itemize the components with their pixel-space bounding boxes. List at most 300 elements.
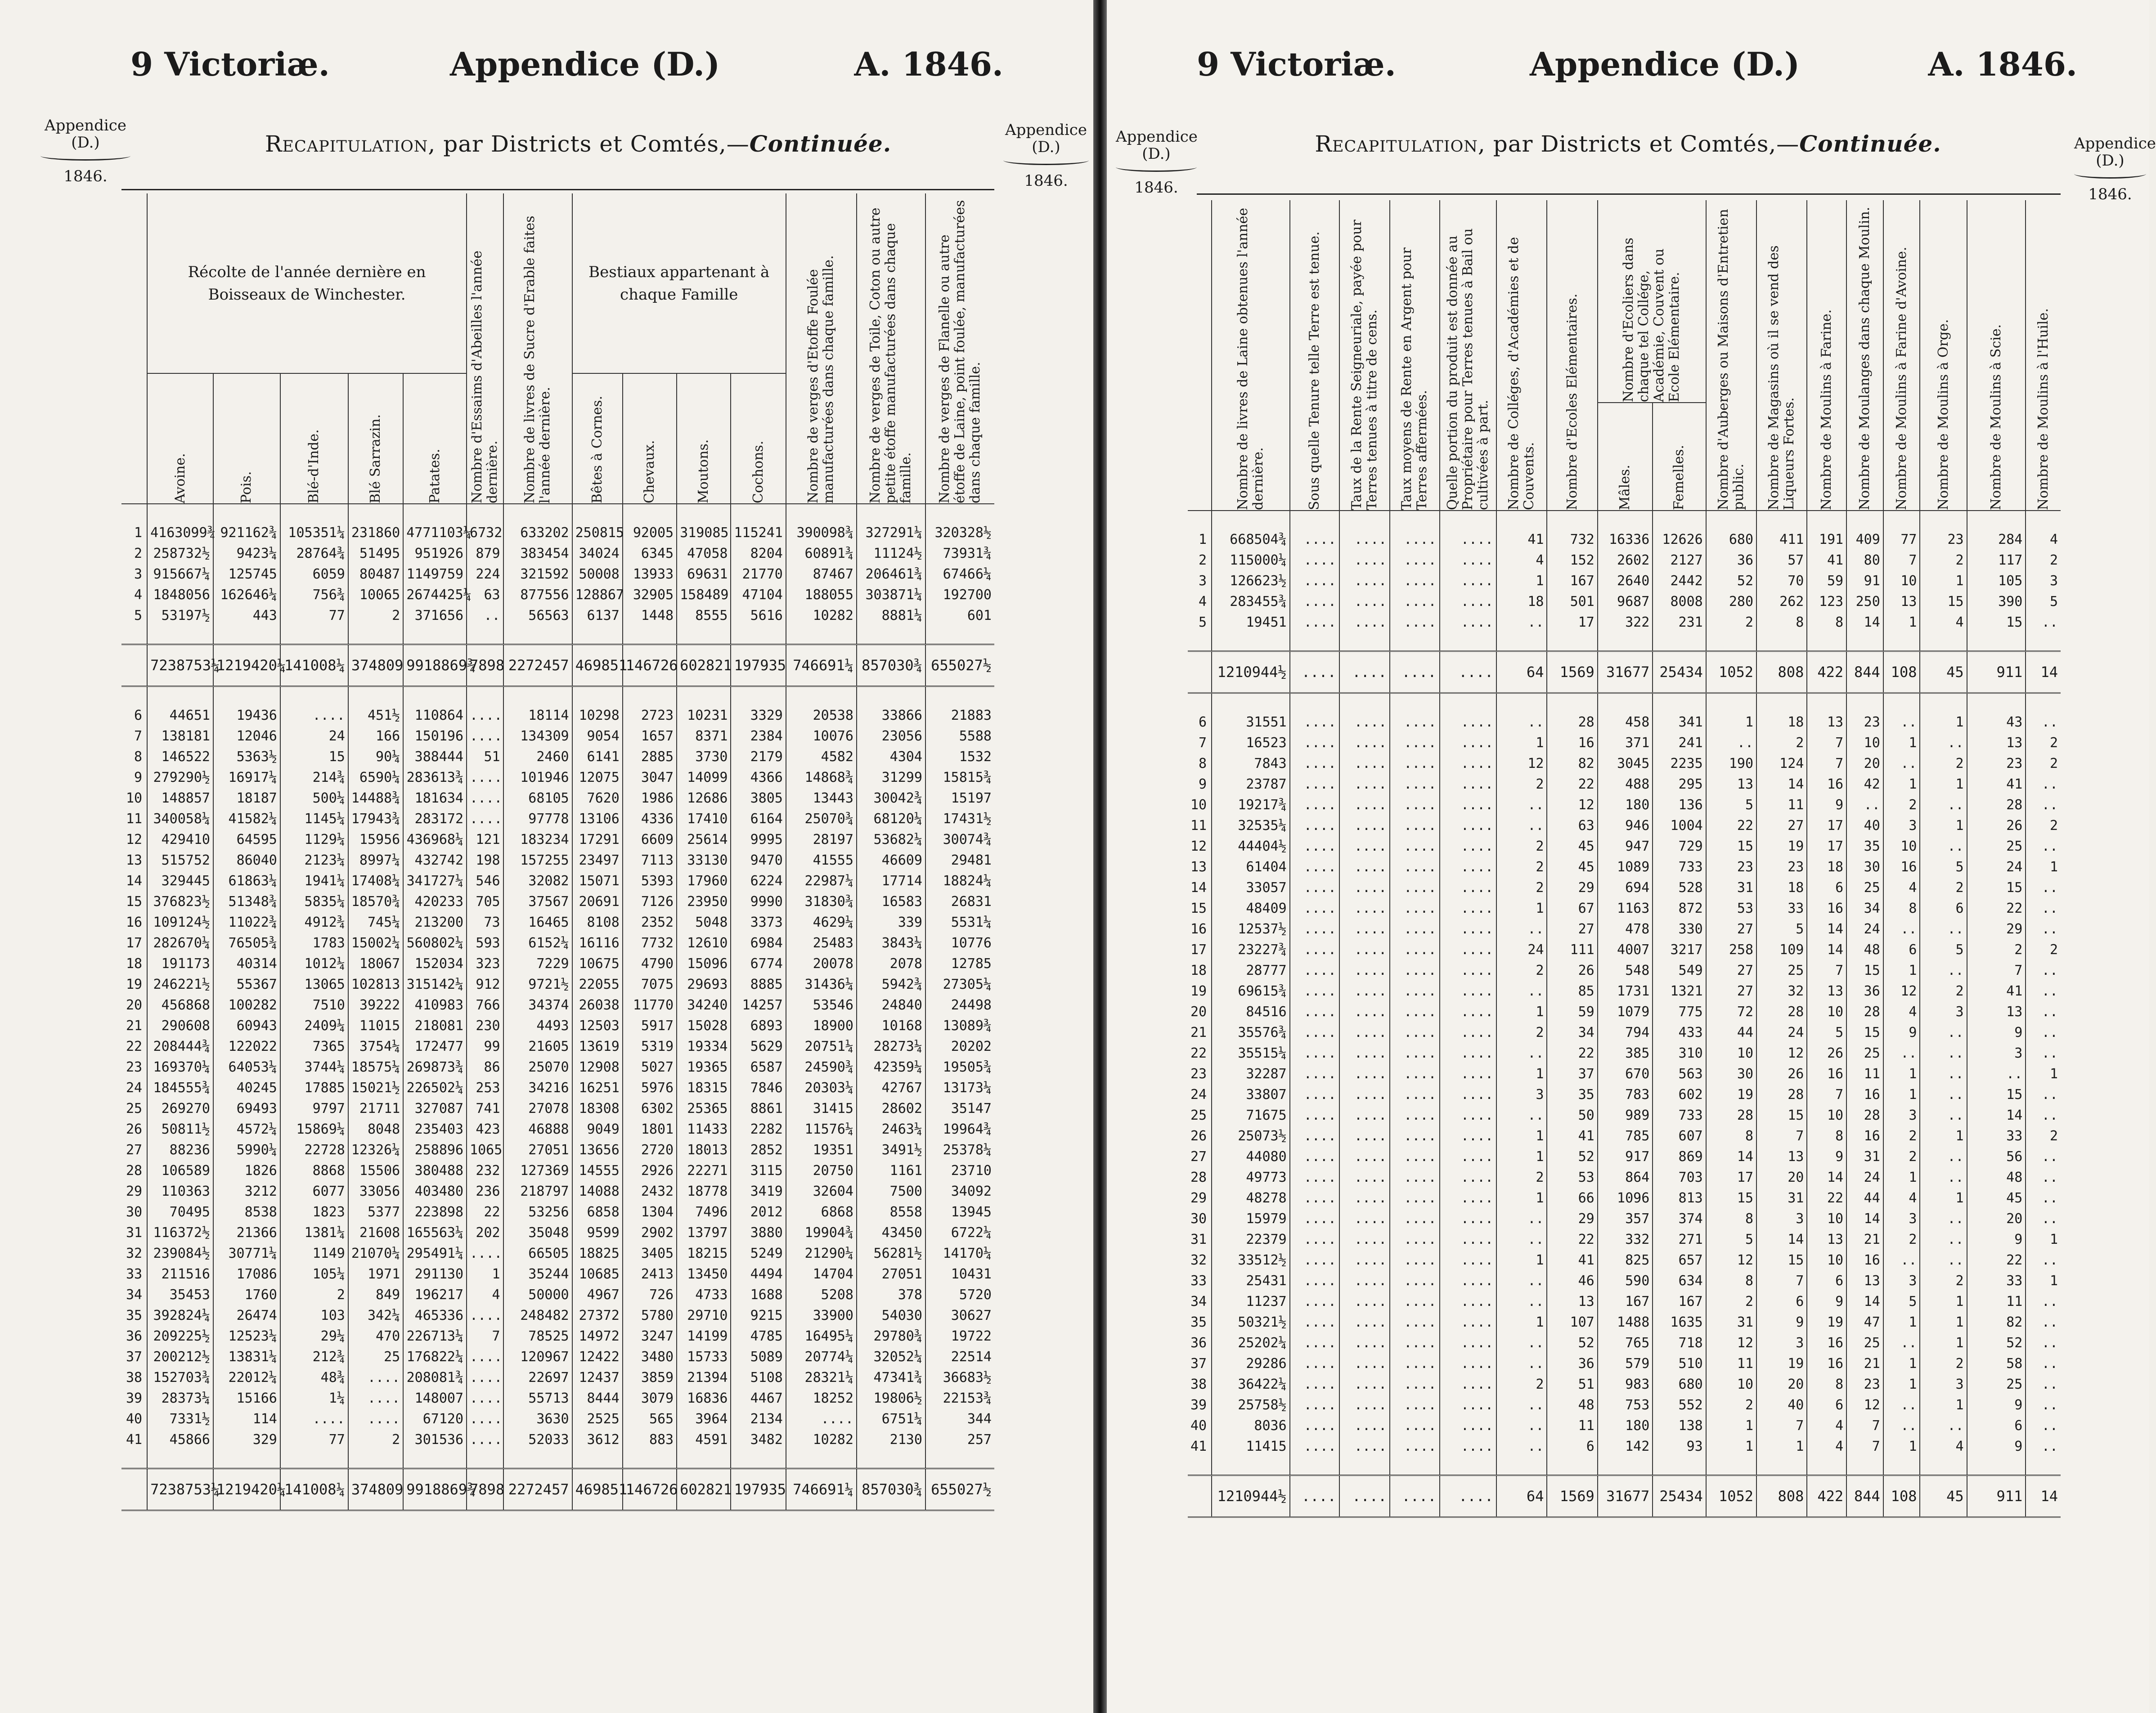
- table-cell: ....: [1440, 1063, 1497, 1084]
- table-cell: 607: [1653, 1126, 1706, 1146]
- table-cell: ....: [1290, 1270, 1339, 1291]
- table-cell: 64: [1496, 1475, 1547, 1517]
- left-table: [121, 193, 994, 1511]
- table-cell: 12: [1496, 753, 1547, 774]
- table-cell: 90¼: [348, 746, 403, 767]
- table-cell: ..: [1920, 1105, 1967, 1126]
- table-cell: ....: [1390, 1167, 1439, 1188]
- table-cell: 122022: [213, 1036, 280, 1057]
- table-cell: 71675: [1212, 1105, 1290, 1126]
- table-row: [1188, 1126, 2061, 1146]
- table-cell: ....: [1339, 529, 1390, 550]
- table-cell: 30771¼: [213, 1243, 280, 1264]
- table-cell: 26831: [925, 891, 994, 912]
- table-cell: ....: [1339, 939, 1390, 960]
- row-number: 40: [126, 1411, 143, 1427]
- table-cell: 9918869¾: [403, 645, 467, 686]
- table-cell: 72: [1706, 1001, 1756, 1022]
- table-cell: 239084½: [147, 1243, 213, 1264]
- table-cell: 593: [467, 933, 503, 953]
- table-cell: 17: [1807, 836, 1846, 856]
- row-number: 18: [1190, 962, 1207, 978]
- table-cell: ....: [1390, 1188, 1439, 1208]
- table-row: [121, 1202, 994, 1222]
- table-cell: 321592: [503, 564, 572, 584]
- table-cell: 7: [1807, 732, 1846, 753]
- table-cell: 27305¼: [925, 974, 994, 995]
- table-cell: ....: [1339, 794, 1390, 815]
- row-number: 9: [134, 769, 143, 785]
- table-cell: 9: [1967, 1436, 2026, 1457]
- table-cell: 9: [1967, 1395, 2026, 1415]
- table-cell: ....: [1440, 1208, 1497, 1229]
- table-cell: 82: [1967, 1312, 2026, 1332]
- table-cell: 1635: [1653, 1312, 1706, 1332]
- table-cell: 1: [467, 1264, 503, 1284]
- table-cell: ..: [2026, 1146, 2061, 1167]
- table-cell: 1129¼: [280, 829, 348, 850]
- table-cell: ....: [1290, 815, 1339, 836]
- table-cell: ....: [786, 1408, 857, 1429]
- table-cell: 3079: [623, 1388, 677, 1408]
- table-cell: ....: [1440, 1475, 1497, 1517]
- table-cell: 41: [1496, 529, 1547, 550]
- table-cell: 23: [1920, 529, 1967, 550]
- margin-year: 1846.: [63, 167, 108, 185]
- table-cell: 4629¼: [786, 912, 857, 933]
- table-cell: 7: [1756, 1415, 1807, 1436]
- table-cell: 422: [1807, 1475, 1846, 1517]
- table-row: [121, 788, 994, 808]
- table-cell: 1: [1920, 1126, 1967, 1146]
- table-cell: 295: [1653, 774, 1706, 794]
- table-cell: 1: [1496, 898, 1547, 919]
- table-cell: 157255: [503, 850, 572, 870]
- table-cell: 2272457: [503, 1469, 572, 1511]
- table-row: [121, 543, 994, 564]
- table-cell: 6893: [731, 1015, 786, 1036]
- table-cell: 5942¾: [857, 974, 925, 995]
- table-cell: 2: [1706, 612, 1756, 632]
- table-cell: 103: [280, 1305, 348, 1326]
- table-cell: 371656: [403, 605, 467, 626]
- table-cell: 374809: [348, 645, 403, 686]
- table-cell: 590: [1598, 1270, 1653, 1291]
- table-cell: 602: [1653, 1084, 1706, 1105]
- table-cell: 33056: [348, 1181, 403, 1202]
- table-cell: ..: [1496, 1208, 1547, 1229]
- table-cell: 13: [1807, 712, 1846, 732]
- table-cell: ..: [2026, 836, 2061, 856]
- table-row: [121, 808, 994, 829]
- table-cell: 8: [1807, 612, 1846, 632]
- table-cell: 33807: [1212, 1084, 1290, 1105]
- table-cell: 21290¼: [786, 1243, 857, 1264]
- table-cell: 9423¼: [213, 543, 280, 564]
- table-row: [121, 564, 994, 584]
- table-cell: 29¼: [280, 1326, 348, 1346]
- row-number: 21: [126, 1018, 143, 1034]
- table-cell: ....: [1440, 529, 1497, 550]
- row-number: 36: [126, 1328, 143, 1344]
- table-cell: 1848056: [147, 584, 213, 605]
- table-cell: ....: [1339, 836, 1390, 856]
- table-cell: ....: [1440, 1436, 1497, 1457]
- table-cell: ..: [2026, 960, 2061, 981]
- table-cell: 15: [1706, 836, 1756, 856]
- table-cell: 341: [1653, 712, 1706, 732]
- table-row: [1188, 1415, 2061, 1436]
- table-cell: 5393: [623, 870, 677, 891]
- table-cell: 283455¾: [1212, 591, 1290, 612]
- table-cell: 2: [1920, 753, 1967, 774]
- table-cell: 2902: [623, 1222, 677, 1243]
- table-cell: 864: [1598, 1167, 1653, 1188]
- table-cell: 208444¾: [147, 1036, 213, 1057]
- table-cell: 11: [1846, 1063, 1883, 1084]
- table-cell: 703: [1653, 1167, 1706, 1188]
- table-cell: 340058¼: [147, 808, 213, 829]
- table-cell: 857030¾: [857, 645, 925, 686]
- table-cell: 92005: [623, 522, 677, 543]
- row-number: 31: [126, 1224, 143, 1241]
- table-cell: 422: [1807, 651, 1846, 693]
- table-cell: 1219420¼: [213, 645, 280, 686]
- table-cell: 128867: [572, 584, 623, 605]
- table-cell: ..: [1920, 1415, 1967, 1436]
- table-cell: 16465: [503, 912, 572, 933]
- table-cell: 66505: [503, 1243, 572, 1264]
- table-cell: ....: [1290, 1084, 1339, 1105]
- table-cell: 4967: [572, 1284, 623, 1305]
- table-cell: 1: [1920, 1291, 1967, 1312]
- table-cell: 465336: [403, 1305, 467, 1326]
- table-cell: 602821: [677, 645, 731, 686]
- table-cell: 879: [467, 543, 503, 564]
- page-header: [0, 45, 1093, 94]
- table-cell: ....: [1339, 815, 1390, 836]
- table-cell: 357: [1598, 1208, 1653, 1229]
- table-cell: 22: [1967, 1250, 2026, 1270]
- table-cell: 10675: [572, 953, 623, 974]
- table-cell: 4493: [503, 1015, 572, 1036]
- table-cell: 16: [1807, 898, 1846, 919]
- table-cell: 18: [1756, 877, 1807, 898]
- table-cell: ....: [1290, 836, 1339, 856]
- table-cell: 27051: [503, 1139, 572, 1160]
- table-cell: 310: [1653, 1043, 1706, 1063]
- table-cell: 192700: [925, 584, 994, 605]
- table-cell: 5363½: [213, 746, 280, 767]
- table-cell: 40314: [213, 953, 280, 974]
- table-cell: 327087: [403, 1098, 467, 1119]
- table-cell: 12: [1706, 1332, 1756, 1353]
- table-cell: 8861: [731, 1098, 786, 1119]
- table-cell: 6: [1967, 1415, 2026, 1436]
- table-cell: 36422¼: [1212, 1374, 1290, 1395]
- table-cell: 3419: [731, 1181, 786, 1202]
- table-cell: 374: [1653, 1208, 1706, 1229]
- row-number: 32: [126, 1245, 143, 1261]
- table-cell: 2525: [572, 1408, 623, 1429]
- table-row: [121, 1036, 994, 1057]
- table-cell: 13: [1706, 774, 1756, 794]
- table-row: [1188, 1043, 2061, 1063]
- col-header: Nombre d'Essaims d'Abeilles l'année dernière.: [467, 193, 503, 504]
- spacer-row: [121, 686, 994, 705]
- table-cell: 3: [1883, 1208, 1920, 1229]
- table-cell: 2926: [623, 1160, 677, 1181]
- table-cell: ..: [2026, 1022, 2061, 1043]
- table-cell: ....: [1290, 1250, 1339, 1270]
- table-cell: 13: [1967, 1001, 2026, 1022]
- table-cell: 46609: [857, 850, 925, 870]
- table-cell: ....: [1290, 1167, 1339, 1188]
- table-cell: 70495: [147, 1202, 213, 1222]
- table-cell: 7238753¼: [147, 1469, 213, 1511]
- table-cell: 63: [467, 584, 503, 605]
- table-cell: ....: [1339, 1167, 1390, 1188]
- table-cell: ..: [2026, 898, 2061, 919]
- table-cell: 80487: [348, 564, 403, 584]
- table-cell: 7: [1807, 960, 1846, 981]
- table-cell: ....: [1440, 1353, 1497, 1374]
- table-cell: 2: [1496, 836, 1547, 856]
- table-cell: 14170¼: [925, 1243, 994, 1264]
- table-cell: 9: [1756, 1312, 1807, 1332]
- table-row: [1188, 591, 2061, 612]
- table-cell: 167: [1598, 1291, 1653, 1312]
- table-cell: 206461¾: [857, 564, 925, 584]
- table-cell: 2: [1883, 1229, 1920, 1250]
- table-cell: 21394: [677, 1367, 731, 1388]
- table-cell: 41: [1547, 1250, 1597, 1270]
- table-cell: 2282: [731, 1119, 786, 1139]
- table-cell: 22379: [1212, 1229, 1290, 1250]
- table-cell: 729: [1653, 836, 1706, 856]
- table-cell: 1: [1496, 1188, 1547, 1208]
- col-header: Nombre de livres de Sucre d'Erable faites l'année dernière.: [503, 193, 572, 504]
- table-cell: ....: [1339, 1374, 1390, 1395]
- table-cell: 1: [1883, 960, 1920, 981]
- table-cell: 411: [1756, 529, 1807, 550]
- table-cell: ..: [1496, 794, 1547, 815]
- table-cell: 380488: [403, 1160, 467, 1181]
- table-cell: ....: [1440, 1250, 1497, 1270]
- table-cell: 126623½: [1212, 570, 1290, 591]
- table-cell: 51: [1547, 1374, 1597, 1395]
- table-cell: ....: [1339, 1084, 1390, 1105]
- table-cell: 1: [1883, 1436, 1920, 1457]
- table-cell: 26: [1756, 1063, 1807, 1084]
- table-cell: 25758½: [1212, 1395, 1290, 1415]
- table-cell: 88236: [147, 1139, 213, 1160]
- table-row: [121, 1077, 994, 1098]
- table-cell: 138181: [147, 726, 213, 746]
- table-cell: ....: [1440, 1291, 1497, 1312]
- row-number: 41: [126, 1431, 143, 1448]
- table-cell: 344: [925, 1408, 994, 1429]
- table-cell: 11015: [348, 1015, 403, 1036]
- table-cell: ..: [2026, 1105, 2061, 1126]
- table-row: [1188, 1001, 2061, 1022]
- table-cell: 14: [1807, 919, 1846, 939]
- table-cell: 28: [1846, 1105, 1883, 1126]
- table-cell: 146726: [623, 1469, 677, 1511]
- table-cell: ....: [348, 1408, 403, 1429]
- table-row: [121, 850, 994, 870]
- table-cell: 43450: [857, 1222, 925, 1243]
- table-cell: 29: [1547, 877, 1597, 898]
- table-cell: ....: [1339, 1001, 1390, 1022]
- table-cell: 7510: [280, 995, 348, 1015]
- table-cell: 1971: [348, 1264, 403, 1284]
- table-cell: ....: [1339, 570, 1390, 591]
- row-number: 37: [1190, 1355, 1207, 1372]
- table-cell: ....: [1440, 939, 1497, 960]
- table-cell: 1: [1496, 1063, 1547, 1084]
- table-cell: 258: [1706, 939, 1756, 960]
- table-cell: 383454: [503, 543, 572, 564]
- table-cell: 12: [1846, 1395, 1883, 1415]
- table-cell: ..: [2026, 712, 2061, 732]
- table-cell: 53546: [786, 995, 857, 1015]
- table-cell: 27051: [857, 1264, 925, 1284]
- table-cell: ....: [1440, 815, 1497, 836]
- table-cell: ....: [1390, 550, 1439, 570]
- table-cell: 11: [1756, 794, 1807, 815]
- table-cell: 6077: [280, 1181, 348, 1202]
- table-cell: ..: [1496, 712, 1547, 732]
- table-cell: 4366: [731, 767, 786, 788]
- table-cell: 11433: [677, 1119, 731, 1139]
- table-row: [1188, 1146, 2061, 1167]
- table-cell: 15166: [213, 1388, 280, 1408]
- table-row: [121, 953, 994, 974]
- table-cell: 47058: [677, 543, 731, 564]
- margin-line2: (D.): [71, 134, 100, 152]
- table-cell: ....: [1390, 1250, 1439, 1270]
- table-cell: 224: [467, 564, 503, 584]
- col-header: Chevaux.: [623, 373, 677, 504]
- table-cell: 14555: [572, 1160, 623, 1181]
- table-cell: 35147: [925, 1098, 994, 1119]
- table-row: [121, 522, 994, 543]
- table-cell: 2: [1967, 939, 2026, 960]
- table-cell: 766: [467, 995, 503, 1015]
- table-cell: 86040: [213, 850, 280, 870]
- table-cell: 16523: [1212, 732, 1290, 753]
- table-cell: 1089: [1598, 856, 1653, 877]
- table-cell: 20: [1756, 1374, 1807, 1395]
- table-cell: 301536: [403, 1429, 467, 1450]
- table-cell: 56281½: [857, 1243, 925, 1264]
- table-cell: ..: [2026, 1188, 2061, 1208]
- table-cell: 27: [1706, 919, 1756, 939]
- table-cell: 73: [467, 912, 503, 933]
- row-number: 11: [1190, 817, 1207, 834]
- table-cell: 1: [1920, 1395, 1967, 1415]
- table-cell: 3482: [731, 1429, 786, 1450]
- table-row: [121, 1057, 994, 1077]
- table-cell: 21366: [213, 1222, 280, 1243]
- table-cell: 10431: [925, 1264, 994, 1284]
- row-number: 20: [126, 997, 143, 1013]
- table-cell: 21883: [925, 705, 994, 726]
- table-cell: 45: [1547, 856, 1597, 877]
- table-cell: 28: [1846, 1001, 1883, 1022]
- table-cell: 31830¾: [786, 891, 857, 912]
- table-cell: ....: [1339, 1415, 1390, 1436]
- table-cell: 127369: [503, 1160, 572, 1181]
- table-cell: 432742: [403, 850, 467, 870]
- row-number: 5: [134, 607, 143, 623]
- table-cell: ....: [467, 1367, 503, 1388]
- table-cell: 25614: [677, 829, 731, 850]
- table-cell: ....: [1290, 1229, 1339, 1250]
- row-number: 29: [126, 1183, 143, 1199]
- table-row: [121, 1408, 994, 1429]
- table-cell: ..: [2026, 1291, 2061, 1312]
- table-cell: 670: [1598, 1063, 1653, 1084]
- col-header: Nombre de verges de Flanelle ou autre étoffe de Laine, point foulée, manufacturées dans chaque famille.: [925, 193, 994, 504]
- table-cell: 6722¼: [925, 1222, 994, 1243]
- table-cell: 15: [1706, 1188, 1756, 1208]
- table-cell: 44080: [1212, 1146, 1290, 1167]
- table-cell: 53: [1547, 1167, 1597, 1188]
- table-cell: 5588: [925, 726, 994, 746]
- table-cell: 16495¼: [786, 1326, 857, 1346]
- table-row: [121, 1264, 994, 1284]
- table-cell: 7075: [623, 974, 677, 995]
- table-row: [121, 974, 994, 995]
- table-cell: 1: [1496, 1146, 1547, 1167]
- table-cell: ..: [1496, 1415, 1547, 1436]
- table-row: [121, 1098, 994, 1119]
- row-number: 7: [1199, 735, 1207, 751]
- margin-year: 1846.: [2088, 185, 2132, 203]
- table-cell: 31: [1706, 1312, 1756, 1332]
- table-cell: 17: [1706, 1167, 1756, 1188]
- table-cell: 19: [1807, 1312, 1846, 1332]
- table-cell: ....: [1440, 1146, 1497, 1167]
- table-cell: 18824¼: [925, 870, 994, 891]
- table-cell: ..: [2026, 1353, 2061, 1374]
- table-cell: 21070¼: [348, 1243, 403, 1264]
- table-cell: 35576¾: [1212, 1022, 1290, 1043]
- table-cell: ..: [1496, 919, 1547, 939]
- table-cell: 17410: [677, 808, 731, 829]
- table-cell: 15021½: [348, 1077, 403, 1098]
- row-number: 5: [1199, 614, 1207, 630]
- table-cell: 3047: [623, 767, 677, 788]
- table-cell: 1: [1883, 1374, 1920, 1395]
- table-cell: 3480: [623, 1346, 677, 1367]
- table-cell: 2272457: [503, 645, 572, 686]
- table-cell: 2: [1496, 960, 1547, 981]
- table-cell: 3373: [731, 912, 786, 933]
- table-cell: 14: [1756, 1229, 1807, 1250]
- table-cell: ....: [1339, 1105, 1390, 1126]
- table-cell: 12437: [572, 1367, 623, 1388]
- table-cell: 2723: [623, 705, 677, 726]
- table-cell: 191: [1807, 529, 1846, 550]
- table-cell: 24590¾: [786, 1057, 857, 1077]
- table-cell: 478: [1598, 919, 1653, 939]
- table-row: [1188, 794, 2061, 815]
- table-cell: 26: [1547, 960, 1597, 981]
- table-cell: 4572¼: [213, 1119, 280, 1139]
